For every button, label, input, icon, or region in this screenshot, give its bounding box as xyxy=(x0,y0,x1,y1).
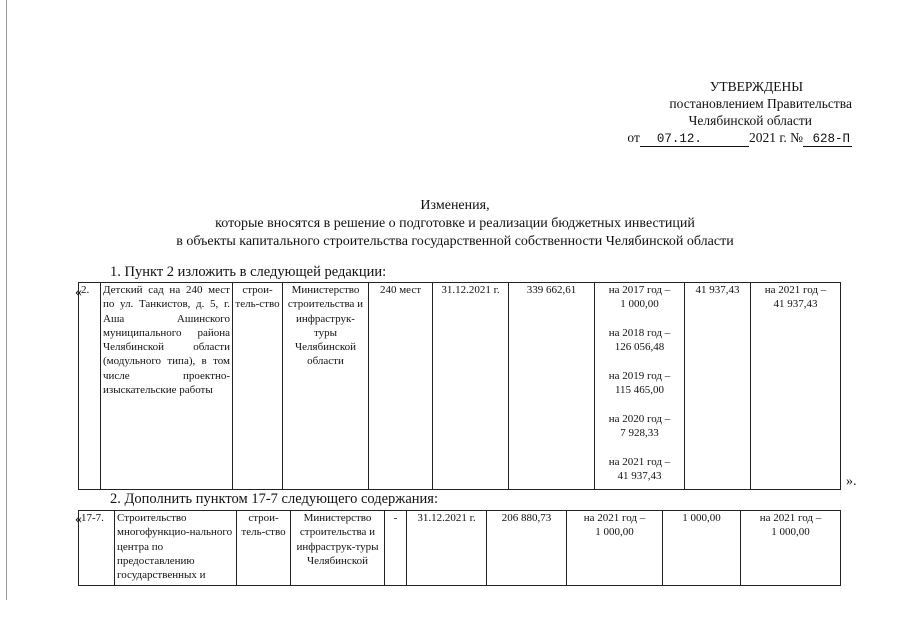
customer: Министерство строительства и инфраструк-туры Челябинской области xyxy=(283,283,369,490)
total-amount: 41 937,43 xyxy=(685,283,751,490)
object-name: Детский сад на 240 мест по ул. Танкистов, д. 5, г. Аша Ашинского муниципального района Челябинской области (модульного типа), в том числе проектно-изыскательские работы xyxy=(101,283,233,490)
table-point-2 xyxy=(78,282,841,490)
heading-subtitle-line1: которые вносятся в решение о подготовке и реализации бюджетных инвестиций xyxy=(215,216,695,231)
approval-line-region: Челябинской области xyxy=(688,113,812,128)
approval-date-line xyxy=(600,129,852,148)
direction: строи-тель-ство xyxy=(233,283,283,490)
quote-open-2: « xyxy=(75,512,82,527)
cost: 339 662,61 xyxy=(509,283,595,490)
capacity: 240 мест xyxy=(369,283,433,490)
document-heading xyxy=(130,197,780,251)
funding-by-year: на 2021 год – 1 000,00 xyxy=(567,511,663,586)
point-1-instruction: 1. Пункт 2 изложить в следующей редакции: xyxy=(110,264,387,280)
date-prefix: от xyxy=(627,130,640,145)
table-row xyxy=(79,283,841,490)
point-2-instruction: 2. Дополнить пунктом 17-7 следующего содержания: xyxy=(110,491,438,507)
row-number: 2. xyxy=(79,283,101,490)
deadline: 31.12.2021 г. xyxy=(407,511,487,586)
table-point-17-7 xyxy=(78,510,841,586)
funding-by-year xyxy=(595,283,685,490)
quote-open-1: « xyxy=(75,285,82,300)
quote-close-1: ». xyxy=(846,474,857,489)
heading-title: Изменения, xyxy=(420,198,490,213)
resolution-number: 628-П xyxy=(803,132,852,147)
object-name: Строительство многофункцио-нального центра по предоставлению государственных и xyxy=(115,511,237,586)
total-amount: 1 000,00 xyxy=(663,511,741,586)
date-year: 2021 г. № xyxy=(748,130,803,145)
funding-2021: на 2021 год – 41 937,43 xyxy=(608,455,671,482)
approval-title: УТВЕРЖДЕНЫ xyxy=(709,79,803,94)
table-row xyxy=(79,511,841,586)
funding-2020: на 2020 год – 7 928,33 xyxy=(608,412,671,439)
funding-2018: на 2018 год – 126 056,48 xyxy=(608,326,671,354)
customer: Министерство строительства и инфраструк-туры Челябинской xyxy=(291,511,385,586)
direction: строи-тель-ство xyxy=(237,511,291,586)
page-edge-line xyxy=(6,0,7,600)
funding-2017: на 2017 год – 1 000,00 xyxy=(608,284,671,311)
date-value: 07.12. xyxy=(640,132,749,147)
capacity: - xyxy=(385,511,407,586)
heading-subtitle-line2: в объекты капитального строительства государственной собственности Челябинской области xyxy=(176,234,734,249)
row-number: 17-7. xyxy=(79,511,115,586)
year-allocation: на 2021 год – 41 937,43 xyxy=(751,283,841,490)
deadline: 31.12.2021 г. xyxy=(433,283,509,490)
cost: 206 880,73 xyxy=(487,511,567,586)
year-allocation: на 2021 год – 1 000,00 xyxy=(741,511,841,586)
funding-2019: на 2019 год – 115 465,00 xyxy=(608,369,671,397)
approval-line-resolution: постановлением Правительства xyxy=(669,96,852,111)
approval-stamp xyxy=(600,78,852,148)
